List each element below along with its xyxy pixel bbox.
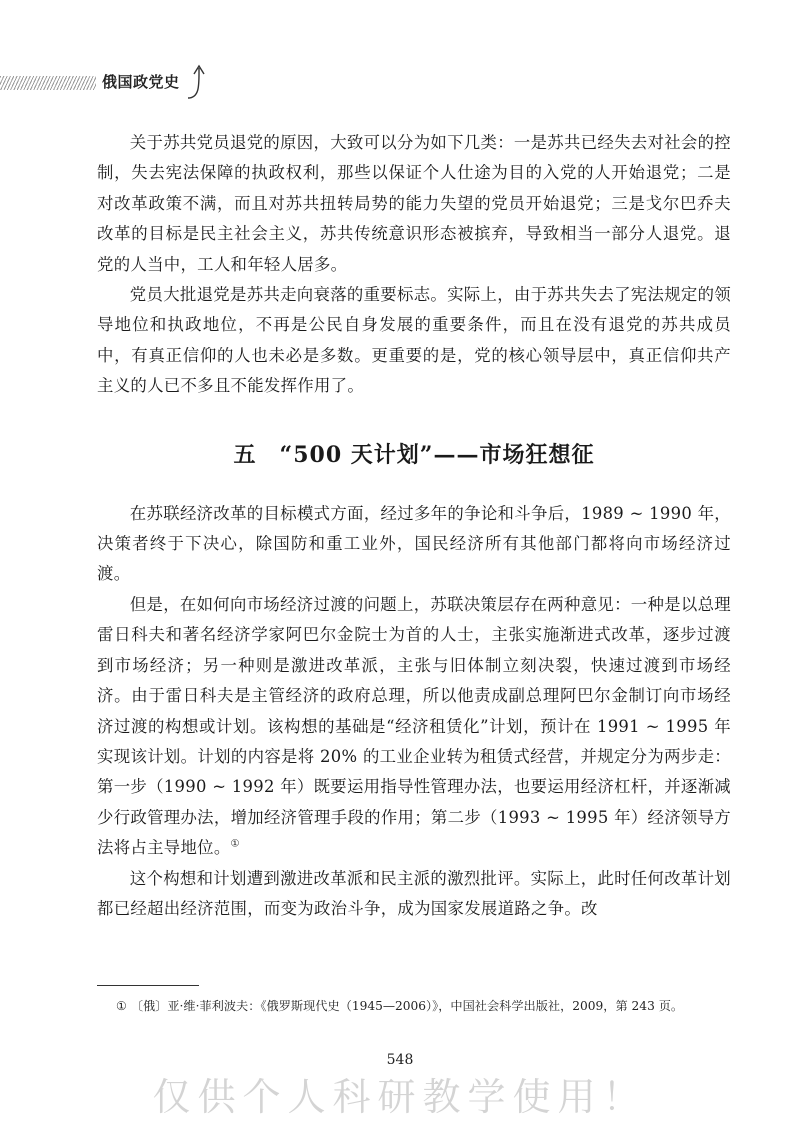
paragraph-withdrawal-reasons: 关于苏共党员退党的原因，大致可以分为如下几类：一是苏共已经失去对社会的控制，失去宪法保障的执政权利，那些以保证个人仕途为目的入党的人开始退党；二是对改革政策不满，而且对苏共扭转局势的能力失望的党员开始退党；三是戈尔巴乔夫改革的目标是民主社会主义，苏共传统意识形态被摈弃，导致相当一部分人退党。退党的人当中，工人和年轻人居多。 xyxy=(97,133,731,274)
header-hatch-decoration xyxy=(0,76,96,90)
footnote xyxy=(116,996,728,1017)
header-title: 俄国政党史 xyxy=(102,73,180,91)
paragraph-reform-target: 在苏联经济改革的目标模式方面，经过多年的争论和斗争后，1989 ~ 1990 年，决策者终于下决心，除国防和重工业外，国民经济所有其他部门都将向市场经济过渡。 xyxy=(97,503,731,584)
running-header xyxy=(0,62,230,102)
paragraph-two-opinions-text: 但是，在如何向市场经济过渡的问题上，苏联决策层存在两种意见：一种是以总理雷日科夫和著名经济学家阿巴尔金院士为首的人士，主张实施渐进式改革，逐步过渡到市场经济；另一种则是激进改革派，主张与旧体制立刻决裂，快速过渡到市场经济。由于雷日科夫是主管经济的政府总理，所以他责成副总理阿巴尔金制订向市场经济过渡的构想或计划。该构想的基础是“经济租赁化”计划，预计在 1991 ~ 1995 年实现该计划。计划的内容是将 20% 的工业企业转为租赁式经营，并规定分为两步走：第一步（1990 ~ 1992 年）既要运用指导性管理办法，也要运用经济杠杆，并逐渐减少行政管理办法，增加经济管理手段的作用；第二步（1993 ~ 1995 年）经济领导方法将占主导地位。 xyxy=(97,594,731,858)
footnote-divider xyxy=(97,985,199,986)
arrow-up-icon xyxy=(186,64,208,102)
page-number: 548 xyxy=(386,1052,414,1068)
footnote-marker: ① xyxy=(116,999,127,1013)
footnote-text: 〔俄〕亚·维·菲利波夫：《俄罗斯现代史（1945—2006）》，中国社会科学出版社，2009，第 243 页。 xyxy=(130,999,684,1013)
watermark: 仅供个人科研教学使用！ xyxy=(152,1075,648,1119)
section-title: 五 “500 天计划”——市场狂想征 xyxy=(233,441,595,468)
body-text xyxy=(97,128,731,924)
paragraph-criticism: 这个构想和计划遭到激进改革派和民主派的激烈批评。实际上，此时任何改革计划都已经超出经济范围，而变为政治斗争，成为国家发展道路之争。改 xyxy=(97,868,731,918)
paragraph-decline-sign: 党员大批退党是苏共走向衰落的重要标志。实际上，由于苏共失去了宪法规定的领导地位和执政地位，不再是公民自身发展的重要条件，而且在没有退党的苏共成员中，有真正信仰的人也未必是多数。更重要的是，党的核心领导层中，真正信仰共产主义的人已不多且不能发挥作用了。 xyxy=(97,285,731,396)
footnote-reference[interactable]: ① xyxy=(230,838,240,850)
paragraph-two-opinions xyxy=(97,590,731,864)
